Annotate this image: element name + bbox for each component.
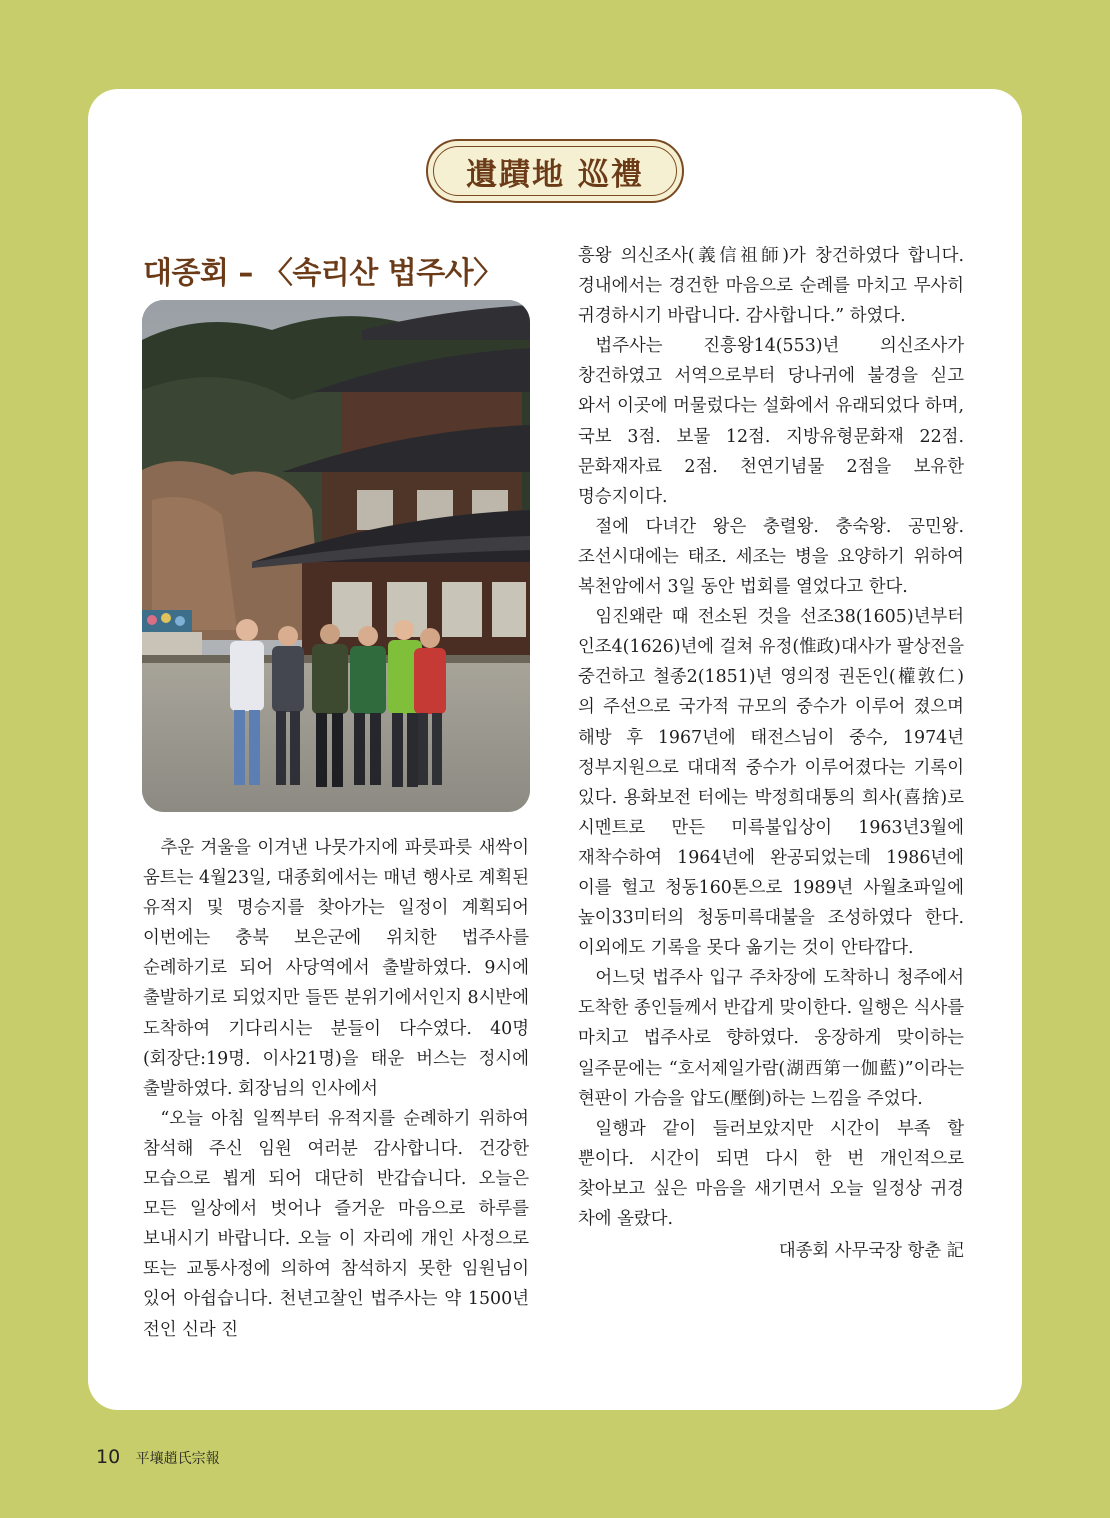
body-paragraph: 법주사는 진흥왕14(553)년 의신조사가 창건하였고 서역으로부터 당나귀에 불경을 싣고 와서 이곳에 머물렀다는 설화에서 유래되었다 하며, 국보 3점. 보물 12점. 지방유형문화재 22점. 문화재자료 2점. 천연기념물 2점을 보유한 명승지이다.: [578, 336, 964, 507]
page-footer: [96, 1446, 220, 1468]
article-heading: 대종회 – 〈속리산 법주사〉: [143, 256, 503, 291]
author-signature: 대종회 사무국장 항춘 記: [778, 1241, 964, 1262]
body-paragraph: 어느덧 법주사 입구 주차장에 도착하니 청주에서 도착한 종인들께서 반갑게 맞이한다. 일행은 식사를 마치고 법주사로 향하였다. 웅장하게 맞이하는 일주문에는 “호서제일가람(湖西第一伽藍)”이라는 현판이 가슴을 압도(壓倒)하는 느낌을 주었다.: [578, 968, 964, 1109]
publication-name: 平壤趙氏宗報: [135, 1451, 220, 1467]
body-paragraph: 추운 겨울을 이겨낸 나뭇가지에 파릇파릇 새싹이 움트는 4월23일, 대종회에서는 매년 행사로 계획된 유적지 및 명승지를 찾아가는 일정이 계획되어 이번에는 충북 보은군에 위치한 법주사를 순례하기로 되어 사당역에서 출발하였다. 9시에 출발하기로 되었지만 들뜬 분위기에서인지 8시반에 도착하여 기다리시는 분들이 다수였다. 40명(회장단:19명. 이사21명)을 태운 버스는 정시에 출발하였다. 회장님의 인사에서: [143, 838, 529, 1099]
page-number: 10: [96, 1446, 121, 1468]
body-paragraph: 임진왜란 때 전소된 것을 선조38(1605)년부터 인조4(1626)년에 걸쳐 유정(惟政)대사가 팔상전을 중건하고 철종2(1851)년 영의정 권돈인(權敦仁)의 주선으로 국가적 규모의 중수가 이루어 졌으며 해방 후 1967년에 태전스님이 중수, 1974년 정부지원으로 대대적 중수가 이루어졌다는 기록이 있다. 용화보전 터에는 박정희대통의 희사(喜捨)로 시멘트로 만든 미륵불입상이 1963년3월에 재착수하여 1964년에 완공되었는데 1986년에 이를 헐고 청동160톤으로 1989년 사월초파일에 높이33미터의 청동미륵대불을 조성하였다 한다. 이외에도 기록을 못다 옮기는 것이 안타깝다.: [578, 607, 964, 959]
article-photo: [142, 300, 530, 812]
body-paragraph: 절에 다녀간 왕은 충렬왕. 충숙왕. 공민왕. 조선시대에는 태조. 세조는 병을 요양하기 위하여 복천암에서 3일 동안 법회를 열었다고 한다.: [578, 516, 964, 598]
body-paragraph-continued: 흥왕 의신조사(義信祖師)가 창건하였다 합니다. 경내에서는 경건한 마음으로 순례를 마치고 무사히 귀경하시기 바랍니다. 감사합니다.” 하였다.: [578, 246, 964, 327]
body-paragraph: 일행과 같이 들러보았지만 시간이 부족 할 뿐이다. 시간이 되면 다시 한 번 개인적으로 찾아보고 싶은 마음을 새기면서 오늘 일정상 귀경 차에 올랐다.: [578, 1118, 964, 1229]
section-title: 遺蹟地 巡禮: [466, 156, 644, 193]
article-column-right: [578, 241, 964, 1266]
article-column-left: [143, 833, 529, 1345]
section-banner: [426, 139, 684, 203]
body-paragraph: “오늘 아침 일찍부터 유적지를 순례하기 위하여 참석해 주신 임원 여러분 감사합니다. 건강한 모습으로 뵙게 되어 대단히 반갑습니다. 오늘은 모든 일상에서 벗어나 즐거운 마음으로 하루를 보내시기 바랍니다. 오늘 이 자리에 개인 사정으로 또는 교통사정에 의하여 참석하지 못한 임원님이 있어 아쉽습니다. 천년고찰인 법주사는 약 1500년 전인 신라 진: [143, 1108, 529, 1340]
